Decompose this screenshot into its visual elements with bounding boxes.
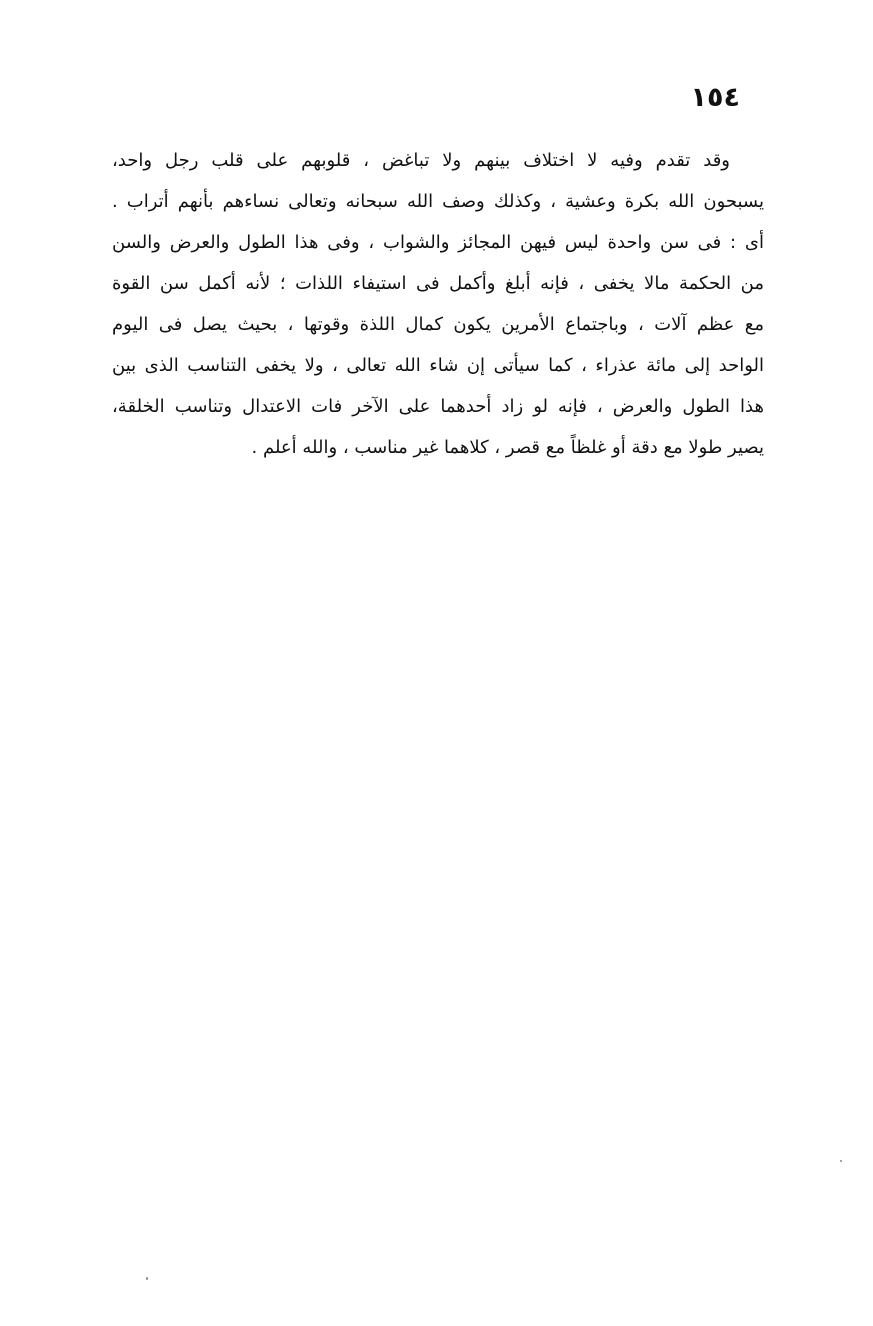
text-line: أى : فى سن واحدة ليس فيهن المجائز والشواب ، وفى هذا الطول والعرض والسن bbox=[112, 232, 764, 253]
body-text bbox=[112, 140, 764, 468]
text-line: الواحد إلى مائة عذراء ، كما سيأتى إن شاء الله تعالى ، ولا يخفى التناسب الذى بين bbox=[112, 355, 764, 376]
text-line: من الحكمة مالا يخفى ، فإنه أبلغ وأكمل فى استيفاء اللذات ؛ لأنه أكمل سن القوة bbox=[112, 273, 764, 294]
text-line: يسبحون الله بكرة وعشية ، وكذلك وصف الله سبحانه وتعالى نساءهم بأنهم أتراب . bbox=[112, 191, 764, 212]
scan-speck bbox=[840, 1160, 842, 1162]
scan-speck bbox=[146, 1277, 148, 1280]
page-number: ١٥٤ bbox=[690, 82, 740, 113]
text-line: يصير طولا مع دقة أو غلظاً مع قصر ، كلاهما غير مناسب ، والله أعلم . bbox=[251, 437, 764, 458]
text-line: مع عظم آلات ، وباجتماع الأمرين يكون كمال اللذة وقوتها ، بحيث يصل فى اليوم bbox=[112, 314, 764, 335]
text-line: وقد تقدم وفيه لا اختلاف بينهم ولا تباغض ، قلوبهم على قلب رجل واحد، bbox=[112, 150, 730, 171]
text-line: هذا الطول والعرض ، فإنه لو زاد أحدهما على الآخر فات الاعتدال وتناسب الخلقة، bbox=[112, 396, 764, 417]
